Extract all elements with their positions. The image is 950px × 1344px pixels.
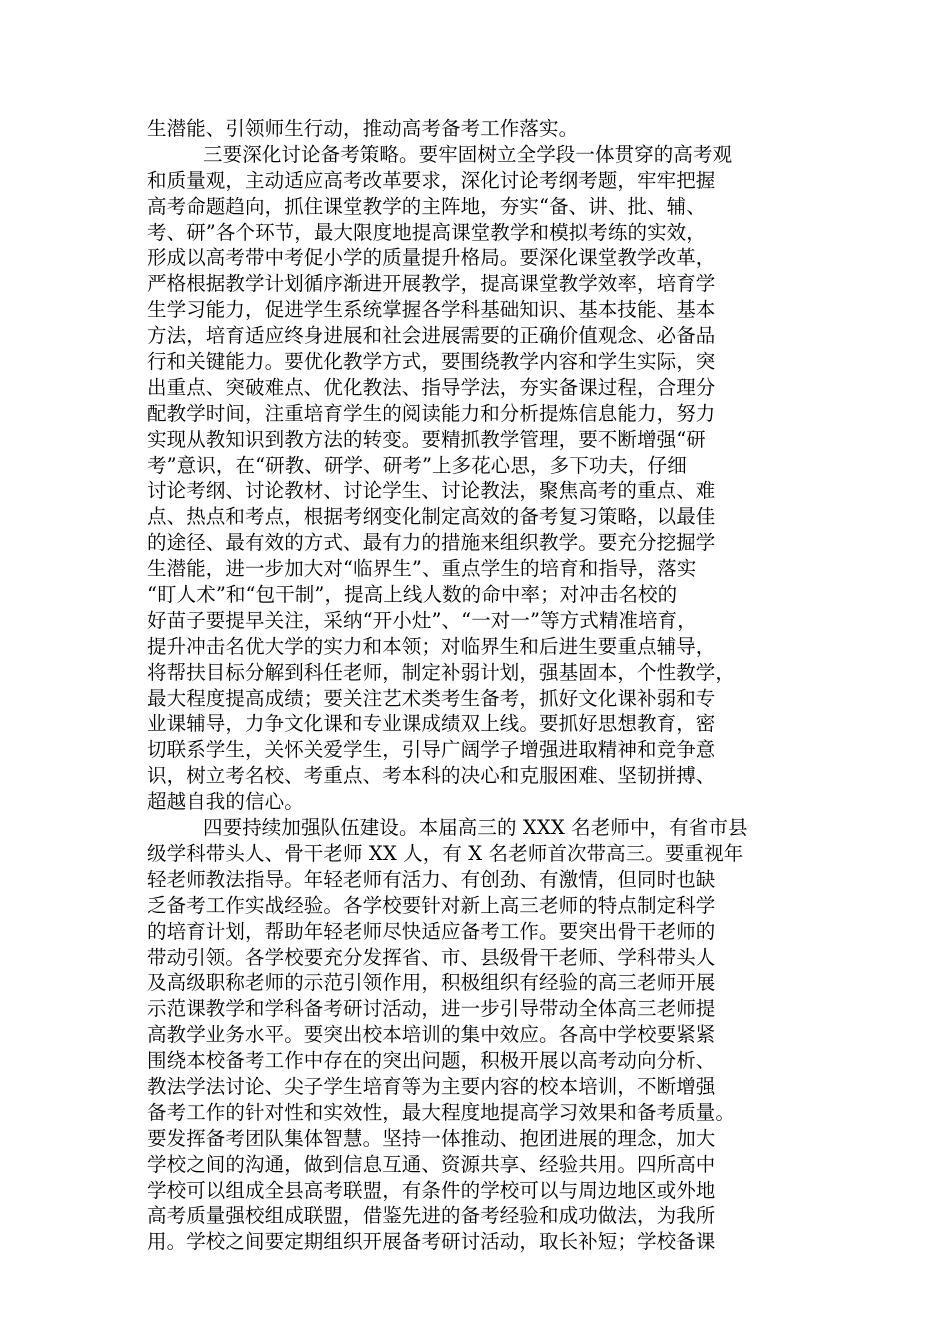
- text-line: 及高级职称老师的示范引领作用，积极组织有经验的高三老师开展: [147, 971, 716, 995]
- text-line: 要发挥备考团队集体智慧。坚持一体推动、抱团进展的理念，加大: [147, 1126, 716, 1150]
- text-line: 业课辅导，力争文化课和专业课成绩双上线。要抓好思想教育，密: [147, 712, 716, 736]
- text-line: 考”意识，在“研教、研学、研考”上多花心思，多下功夫，仔细: [147, 453, 687, 477]
- text-line: 切联系学生，关怀关爱学生，引导广阔学子增强进取精神和竞争意: [147, 738, 716, 762]
- text-line: 教法学法讨论、尖子学生培育等为主要内容的校本培训，不断增强: [147, 1074, 716, 1098]
- text-line: 好苗子要提早关注，采纳“开小灶”、“一对一”等方式精准培育，: [147, 608, 697, 632]
- document-body: [147, 116, 827, 1255]
- text-line: 和质量观，主动适应高考改革要求，深化讨论考纲考题，牢牢把握: [147, 168, 716, 192]
- text-line: “盯人术”和“包干制”，提高上线人数的命中率；对冲击名校的: [147, 583, 678, 607]
- text-line: 示范课教学和学科备考研讨活动，进一步引导带动全体高三老师提: [147, 997, 716, 1021]
- text-line: 学校之间的沟通，做到信息互通、资源共享、经验共用。四所高中: [147, 1152, 716, 1176]
- text-line: 的途径、最有效的方式、最有力的措施来组织教学。要充分挖掘学: [147, 531, 716, 555]
- text-line: 实现从教知识到教方法的转变。要精抓教学管理，要不断增强“研: [147, 427, 706, 451]
- text-line: 出重点、突破难点、优化教法、指导学法，夯实备课过程，合理分: [147, 375, 716, 399]
- text-line: 将帮扶目标分解到科任老师，制定补弱计划，强基固本，个性教学，: [147, 660, 736, 684]
- text-line: 学校可以组成全县高考联盟，有条件的学校可以与周边地区或外地: [147, 1178, 716, 1202]
- text-line: 乏备考工作实战经验。各学校要针对新上高三老师的特点制定科学: [147, 893, 716, 917]
- text-line: 用。学校之间要定期组织开展备考研讨活动，取长补短；学校备课: [147, 1230, 716, 1254]
- text-line: 讨论考纲、讨论教材、讨论学生、讨论教法，聚焦高考的重点、难: [147, 479, 716, 503]
- text-line: 高考质量强校组成联盟，借鉴先进的备考经验和成功做法，为我所: [147, 1204, 716, 1228]
- text-line: 识，树立考名校、考重点、考本科的决心和克服困难、坚韧拼搏、: [147, 764, 716, 788]
- text-line: 高考命题趋向，抓住课堂教学的主阵地，夯实“备、讲、批、辅、: [147, 194, 706, 218]
- text-line: 超越自我的信心。: [147, 790, 304, 814]
- text-line: 备考工作的针对性和实效性，最大程度地提高学习效果和备考质量。: [147, 1100, 736, 1124]
- text-line: 生潜能，进一步加大对“临界生”、重点学生的培育和指导，落实: [147, 557, 697, 581]
- text-line: 级学科带头人、骨干老师 XX 人，有 X 名老师首次带高三。要重视年: [147, 841, 744, 865]
- text-line: 轻老师教法指导。年轻老师有活力、有创劲、有激情，但同时也缺: [147, 867, 716, 891]
- text-line: 形成以高考带中考促小学的质量提升格局。要深化课堂教学改革，: [147, 246, 716, 270]
- text-line: 的培育计划，帮助年轻老师尽快适应备考工作。要突出骨干老师的: [147, 919, 716, 943]
- text-line: 严格根据教学计划循序渐进开展教学，提高课堂教学效率，培育学: [147, 272, 716, 296]
- text-line: 四要持续加强队伍建设。本届高三的 XXX 名老师中，有省市县: [203, 816, 748, 840]
- text-line: 带动引领。各学校要充分发挥省、市、县级骨干老师、学科带头人: [147, 945, 716, 969]
- text-line: 行和关键能力。要优化教学方式，要围绕教学内容和学生实际，突: [147, 350, 716, 374]
- text-line: 生潜能、引领师生行动，推动高考备考工作落实。: [147, 117, 579, 140]
- text-line: 高教学业务水平。要突出校本培训的集中效应。各高中学校要紧紧: [147, 1023, 716, 1047]
- text-line: 配教学时间，注重培育学生的阅读能力和分析提炼信息能力，努力: [147, 401, 716, 425]
- text-line: 考、研”各个环节，最大限度地提高课堂教学和模拟考练的实效，: [147, 220, 706, 244]
- text-line: 方法，培育适应终身进展和社会进展需要的正确价值观念、必备品: [147, 324, 716, 348]
- text-line: 最大程度提高成绩；要关注艺术类考生备考，抓好文化课补弱和专: [147, 686, 716, 710]
- text-line: 围绕本校备考工作中存在的突出问题，积极开展以高考动向分析、: [147, 1049, 716, 1073]
- text-line: 三要深化讨论备考策略。要牢固树立全学段一体贯穿的高考观: [203, 142, 733, 166]
- text-line: 提升冲击名优大学的实力和本领；对临界生和后进生要重点辅导，: [147, 634, 716, 658]
- text-line: 生学习能力，促进学生系统掌握各学科基础知识、基本技能、基本: [147, 298, 716, 322]
- text-line: 点、热点和考点，根据考纲变化制定高效的备考复习策略，以最佳: [147, 505, 716, 529]
